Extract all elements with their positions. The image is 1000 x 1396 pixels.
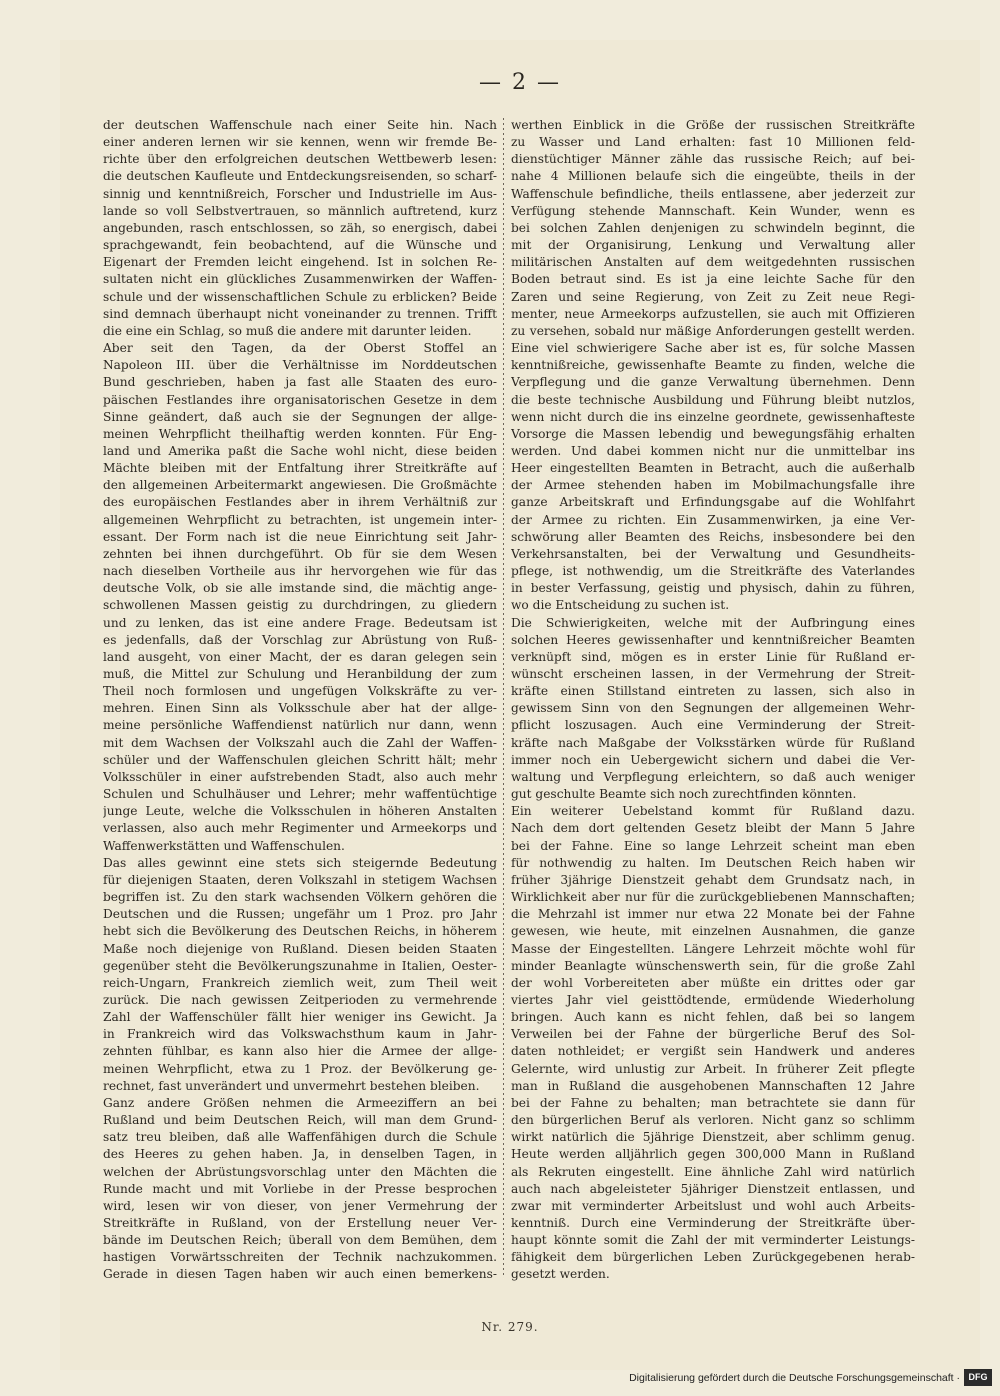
text-line: gewissem Sinn von den Segnungen der allgemeinen Wehr- <box>511 701 915 716</box>
text-line: bände im Deutschen Reich; überall von dem Bemühen, dem <box>103 1233 497 1248</box>
text-line: Das alles gewinnt eine stets sich steigernde Bedeutung <box>103 855 497 870</box>
text-line: nahe 4 Millionen belaufe sich die eingeübte, theils in der <box>511 169 915 184</box>
text-line: gesetzt werden. <box>511 1267 610 1282</box>
text-line: meinen Wehrpflicht, etwa zu 1 Proz. der Bevölkerung ge- <box>103 1061 497 1076</box>
text-line: zu versehen, sobald nur mäßige Anforderungen gestellt werden. <box>511 323 915 338</box>
text-line: der wohl Vorbereiteten aber müßte ein drittes oder gar <box>511 975 915 990</box>
text-line: mit der Organisirung, Lenkung und Verwaltung aller <box>511 238 915 253</box>
text-line: Deutschen und die Russen; ungefähr um 1 Proz. pro Jahr <box>103 907 497 922</box>
text-line: Boden betraut sind. Es ist ja eine leichte Sache für den <box>511 272 915 287</box>
text-line: waltung und Verpflegung erleichtern, so daß auch weniger <box>511 769 915 784</box>
text-line: lande so voll Selbstvertrauen, so männlich auftretend, kurz <box>103 203 497 218</box>
left-text-column <box>103 117 497 1284</box>
text-line: reich-Ungarn, Frankreich ziemlich weit, zum Theil weit <box>103 975 497 990</box>
text-line: land und Amerika paßt die Sache wohl nicht, diese beiden <box>103 443 497 458</box>
text-line: der Armee stehenden haben im Mobilmachungsfalle ihre <box>511 478 915 493</box>
text-line: Bund geschrieben, haben ja fast alle Staaten des euro- <box>103 375 497 390</box>
text-line: bei solchen Zahlen denjenigen zu schwindeln beginnt, die <box>511 220 915 235</box>
text-line: kräfte einen Stillstand eintreten zu lassen, sich also in <box>511 684 915 699</box>
text-line: kräfte nach Maßgabe der Volksstärken würde für Rußland <box>511 735 915 750</box>
text-line: Zaren und seine Regierung, von Zeit zu Zeit neue Regi- <box>511 289 915 304</box>
text-line: hastigen Vorwärtsschreiten der Technik nachzukommen. <box>103 1250 497 1265</box>
text-line: wirkt natürlich die 5jährige Dienstzeit, aber schlimm genug. <box>511 1130 915 1145</box>
text-line: den allgemeinen Arbeitermarkt angewiesen. Die Großmächte <box>103 478 497 493</box>
text-line: Ein weiterer Uebelstand kommt für Rußland dazu. <box>511 804 915 819</box>
text-line: militärischen Anstalten auf dem weitgedehnten russischen <box>511 255 915 270</box>
text-line: bei der Fahne zu behalten; man betrachtete sie dann für <box>511 1095 915 1110</box>
text-line: werden. Und dabei kommen nicht nur die unmittelbar ins <box>511 443 915 458</box>
text-line: immer noch ein Uebergewicht sichern und dabei die Ver- <box>511 752 915 767</box>
text-line: die beste technische Ausbildung und Führung bleibt nutzlos, <box>511 392 915 407</box>
text-line: haupt könnte somit die Zahl der mit verminderter Leistungs- <box>511 1233 915 1248</box>
text-line: Waffenwerkstätten und Waffenschulen. <box>103 838 345 853</box>
text-line: in Frankreich wird das Volkswachsthum kaum in Jahr- <box>103 1027 497 1042</box>
text-line: nach dieselben Vortheile aus ihr hervorgehen wie für das <box>103 564 497 579</box>
text-line: früher 3jährige Dienstzeit gehabt dem Grundsatz nach, in <box>511 872 915 887</box>
text-line: Mächte bleiben mit der Entfaltung ihrer Streitkräfte auf <box>103 461 497 476</box>
text-line: wo die Entscheidung zu suchen ist. <box>511 598 730 613</box>
text-line: Eine viel schwierigere Sache aber ist es, für solche Massen <box>511 341 915 356</box>
text-line: meine persönliche Waffendienst natürlich nur dann, wenn <box>103 718 497 733</box>
column-divider <box>503 118 504 1278</box>
text-line: gut geschulte Beamte sich noch zurechtfinden könnten. <box>511 787 857 802</box>
text-line: ganze Arbeitskraft und Erfindungsgabe auf die Wohlfahrt <box>511 495 915 510</box>
text-line: wenn nicht durch die ins einzelne geordnete, gewissenhafteste <box>511 409 915 424</box>
text-line: Maße noch diejenige von Rußland. Diesen beiden Staaten <box>103 941 497 956</box>
text-line: Gelernte, wird unlustig zur Arbeit. In früherer Zeit pflegte <box>511 1061 915 1076</box>
text-line: die eine ein Schlag, so muß die andere mit darunter leiden. <box>103 323 472 338</box>
text-line: welchen der Abrüstungsvorschlag unter den Mächten die <box>103 1164 497 1179</box>
text-line: Heute werden alljährlich gegen 300,000 Mann in Rußland <box>511 1147 915 1162</box>
text-line: angebunden, rasch entschlossen, so zäh, so energisch, dabei <box>103 220 497 235</box>
text-line: päischen Festlandes ihre organisatorischen Gesetze in dem <box>103 392 497 407</box>
text-line: Gerade in diesen Tagen haben wir auch einen bemerkens- <box>103 1267 497 1282</box>
text-line: der Armee zu richten. Ein Zusammenwirken, ja eine Ver- <box>511 512 915 527</box>
text-line: sind demnach überhaupt nicht voneinander zu trennen. Trifft <box>103 306 497 321</box>
text-line: auch nach abgeleisteter 5jähriger Dienstzeit entlassen, und <box>511 1181 915 1196</box>
text-line: pflege, ist nothwendig, um die Streitkräfte des Vaterlandes <box>511 564 915 579</box>
text-line: zehnten bei ihnen durchgeführt. Ob für sie dem Wesen <box>103 546 497 561</box>
text-line: Ganz andere Größen nehmen die Armeeziffern an bei <box>103 1095 497 1110</box>
text-line: Streitkräfte in Rußland, von der Erstellung neuer Ver- <box>103 1216 497 1230</box>
text-line: sprachgewandt, fein beobachtend, auf die Wünsche und <box>103 238 497 253</box>
text-line: zurück. Die nach gewissen Zeitperioden zu vermehrende <box>103 992 497 1007</box>
page-number-header: — 2 — <box>479 70 561 95</box>
text-line: den bürgerlichen Beruf als verloren. Nicht ganz so schlimm <box>511 1113 915 1128</box>
text-line: schule und der wissenschaftlichen Schule zu erblicken? Beide <box>103 289 497 304</box>
text-line: fähigkeit dem bürgerlichen Leben Zurückgegebenen herab- <box>511 1250 915 1265</box>
text-line: meinen Wehrpflicht theilhaftig werden konnten. Für Eng- <box>103 426 497 441</box>
text-line: Zahl der Waffenschüler fällt hier weniger ins Gewicht. Ja <box>103 1010 497 1025</box>
dfg-logo: DFG <box>964 1369 992 1386</box>
text-line: Heer eingestellten Beamten in Betracht, auch die außerhalb <box>511 461 915 476</box>
text-line: Rußland und beim Deutschen Reich, will man dem Grund- <box>103 1113 497 1128</box>
text-line: des Heeres zu gehen haben. Ja, in denselben Tagen, in <box>103 1147 497 1162</box>
text-line: sultaten nicht ein glückliches Zusammenwirken der Waffen- <box>103 272 497 287</box>
text-line: Volksschüler in einer aufstrebenden Stadt, also auch mehr <box>103 769 497 784</box>
text-line: Waffenschule befindliche, theils entlassene, aber jederzeit zur <box>511 186 915 201</box>
text-line: deutsche Volk, ob sie alle imstande sind, die mächtig ange- <box>103 581 497 596</box>
text-line: kenntnißreiche, gewissenhafte Beamte zu finden, welche die <box>511 358 915 373</box>
text-line: viertes Jahr viel geisttödtende, ermüdende Wiederholung <box>511 992 915 1007</box>
text-line: Masse der Eingestellten. Längere Lehrzeit möchte wohl für <box>511 941 915 956</box>
text-line: menter, neue Armeekorps aufzustellen, sie auch mit Offizieren <box>511 306 915 321</box>
text-line: zehnten fühlbar, es kann also hier die Armee der allge- <box>103 1044 497 1059</box>
text-line: schwörung aller Beamten des Reichs, insbesondere bei den <box>511 529 915 544</box>
text-line: Die Schwierigkeiten, welche mit der Aufbringung eines <box>511 615 915 630</box>
text-line: einer anderen lernen wir sie kennen, wenn wir fremde Be- <box>103 135 497 150</box>
text-line: Aber seit den Tagen, da der Oberst Stoffel an <box>103 341 497 356</box>
text-line: Sinne geändert, daß auch sie der Segnungen der allge- <box>103 409 497 424</box>
text-line: gegenüber steht die Bevölkerungszunahme in Italien, Oester- <box>103 958 497 973</box>
text-line: werthen Einblick in die Größe der russischen Streitkräfte <box>511 118 915 132</box>
text-line: und zu lenken, das ist eine andere Frage. Bedeutsam ist <box>103 615 497 630</box>
text-line: schüler und der Waffenschulen gleichen Schritt hält; mehr <box>103 752 497 767</box>
text-line: verknüpft sind, mögen es in erster Linie für Rußland er- <box>511 649 915 664</box>
text-line: Runde macht und mit Vorliebe in der Presse besprochen <box>103 1181 497 1196</box>
text-line: Schulen und Schulhäuser und Lehrer; mehr waffentüchtige <box>103 787 497 802</box>
text-line: bei der Fahne. Eine so lange Lehrzeit scheint man eben <box>511 838 915 853</box>
text-line: für diejenigen Staaten, deren Volkszahl in stetigem Wachsen <box>103 872 497 887</box>
text-line: dienstüchtiger Männer zähle das russische Reich; auf bei- <box>511 152 915 167</box>
text-line: minder Beanlagte wünschenswerth sein, für die große Zahl <box>511 958 915 973</box>
text-line: als Rekruten eingestellt. Eine ähnliche Zahl wird natürlich <box>511 1164 915 1179</box>
text-line: land ausgeht, von einer Macht, der es daran gelegen sein <box>103 649 497 664</box>
text-line: Wirklichkeit aber nur für die zurückgebliebenen Mannschaften; <box>511 890 915 905</box>
text-line: satz treu bleiben, daß alle Waffenfähigen durch die Schule <box>103 1130 497 1145</box>
text-line: Nach dem dort geltenden Gesetz bleibt der Mann 5 Jahre <box>511 821 915 836</box>
text-line: zu Wasser und Land erhalten: fast 10 Millionen feld- <box>511 135 915 150</box>
text-line: muß, die Mittel zur Schulung und Heranbildung der zum <box>103 667 497 681</box>
text-line: kenntniß. Durch eine Verminderung der Streitkräfte über- <box>511 1216 915 1230</box>
text-line: hebt sich die Bevölkerung des Deutschen Reichs, in höherem <box>103 924 497 939</box>
right-text-column <box>511 117 915 1284</box>
text-line: es jedenfalls, daß der Vorschlag zur Abrüstung von Ruß- <box>103 632 497 647</box>
text-line: Verpflegung und die ganze Verwaltung übernehmen. Denn <box>511 375 915 390</box>
text-line: allgemeinen Wehrpflicht zu betrachten, ist ungemein inter- <box>103 512 497 527</box>
text-line: mehren. Einen Sinn als Volksschule aber hat der allge- <box>103 701 497 716</box>
text-line: sinnig und kenntnißreich, Forscher und Industrielle im Aus- <box>103 186 497 201</box>
text-line: richte über den erfolgreichen deutschen Wettbewerb lesen: <box>103 152 497 167</box>
digitization-credit: Digitalisierung gefördert durch die Deutsche Forschungsgemeinschaft · <box>629 1372 960 1384</box>
text-line: die deutschen Kaufleute und Entdeckungsreisenden, so scharf- <box>103 169 497 184</box>
text-line: Verkehrsanstalten, bei der Verwaltung und Gesundheits- <box>511 546 915 561</box>
text-line: zwar mit verminderter Arbeitslust und wohl auch Arbeits- <box>511 1198 915 1213</box>
text-line: junge Leute, welche die Volksschulen in höheren Anstalten <box>103 804 497 819</box>
text-line: in bester Verfassung, geistig und physisch, dahin zu führen, <box>511 581 915 596</box>
text-line: man in Rußland die ausgehobenen Mannschaften 12 Jahre <box>511 1078 915 1093</box>
text-line: Verweilen bei der Fahne der bürgerliche Beruf des Sol- <box>511 1027 915 1042</box>
text-line: der deutschen Waffenschule nach einer Seite hin. Nach <box>103 118 497 132</box>
text-line: solchen Heeres gewissenhafter und kenntnißreicher Beamten <box>511 632 915 647</box>
text-line: wünscht erscheinen lassen, in der Vermehrung der Streit- <box>511 667 915 681</box>
text-line: bringen. Auch kann es nicht fehlen, daß bei so langem <box>511 1010 915 1025</box>
text-line: des europäischen Festlandes aber in ihrem Verhältniß zur <box>103 495 497 510</box>
text-line: pflicht loszusagen. Auch eine Verminderung der Streit- <box>511 718 915 733</box>
text-line: rechnet, fast unverändert und unvermehrt bestehen bleiben. <box>103 1078 480 1093</box>
text-line: wird, lesen wir von dieser, von jener Vermehrung der <box>103 1198 497 1213</box>
text-line: schwollenen Massen geistig zu durchdringen, zu gliedern <box>103 598 497 613</box>
text-line: daten nothleidet; er vergißt sein Handwerk und anderes <box>511 1044 915 1059</box>
text-line: verlassen, also auch mehr Regimenter und Armeekorps und <box>103 821 497 836</box>
text-line: Eigenart der Fremden leicht eingehend. Ist in solchen Re- <box>103 255 497 270</box>
text-line: Verfügung stehende Mannschaft. Kein Wunder, wenn es <box>511 203 915 218</box>
text-line: die Mehrzahl ist immer nur etwa 22 Monate bei der Fahne <box>511 907 915 922</box>
text-line: gewesen, wie heute, mit einzelnen Ausnahmen, die ganze <box>511 924 915 939</box>
text-line: begriffen ist. Zu den stark wachsenden Völkern gehören die <box>103 890 497 905</box>
text-line: für nothwendig zu halten. Im Deutschen Reich haben wir <box>511 855 915 870</box>
text-line: essant. Der Form nach ist die neue Einrichtung seit Jahr- <box>103 529 497 544</box>
issue-number: Nr. 279. <box>481 1320 539 1334</box>
text-line: Napoleon III. über die Verhältnisse im Norddeutschen <box>103 358 497 373</box>
text-line: Theil noch formlosen und ungefügen Volkskräfte zu ver- <box>103 684 497 699</box>
text-line: mit dem Wachsen der Volkszahl auch die Zahl der Waffen- <box>103 735 497 750</box>
text-line: Vorsorge die Massen lebendig und bewegungsfähig erhalten <box>511 426 915 441</box>
